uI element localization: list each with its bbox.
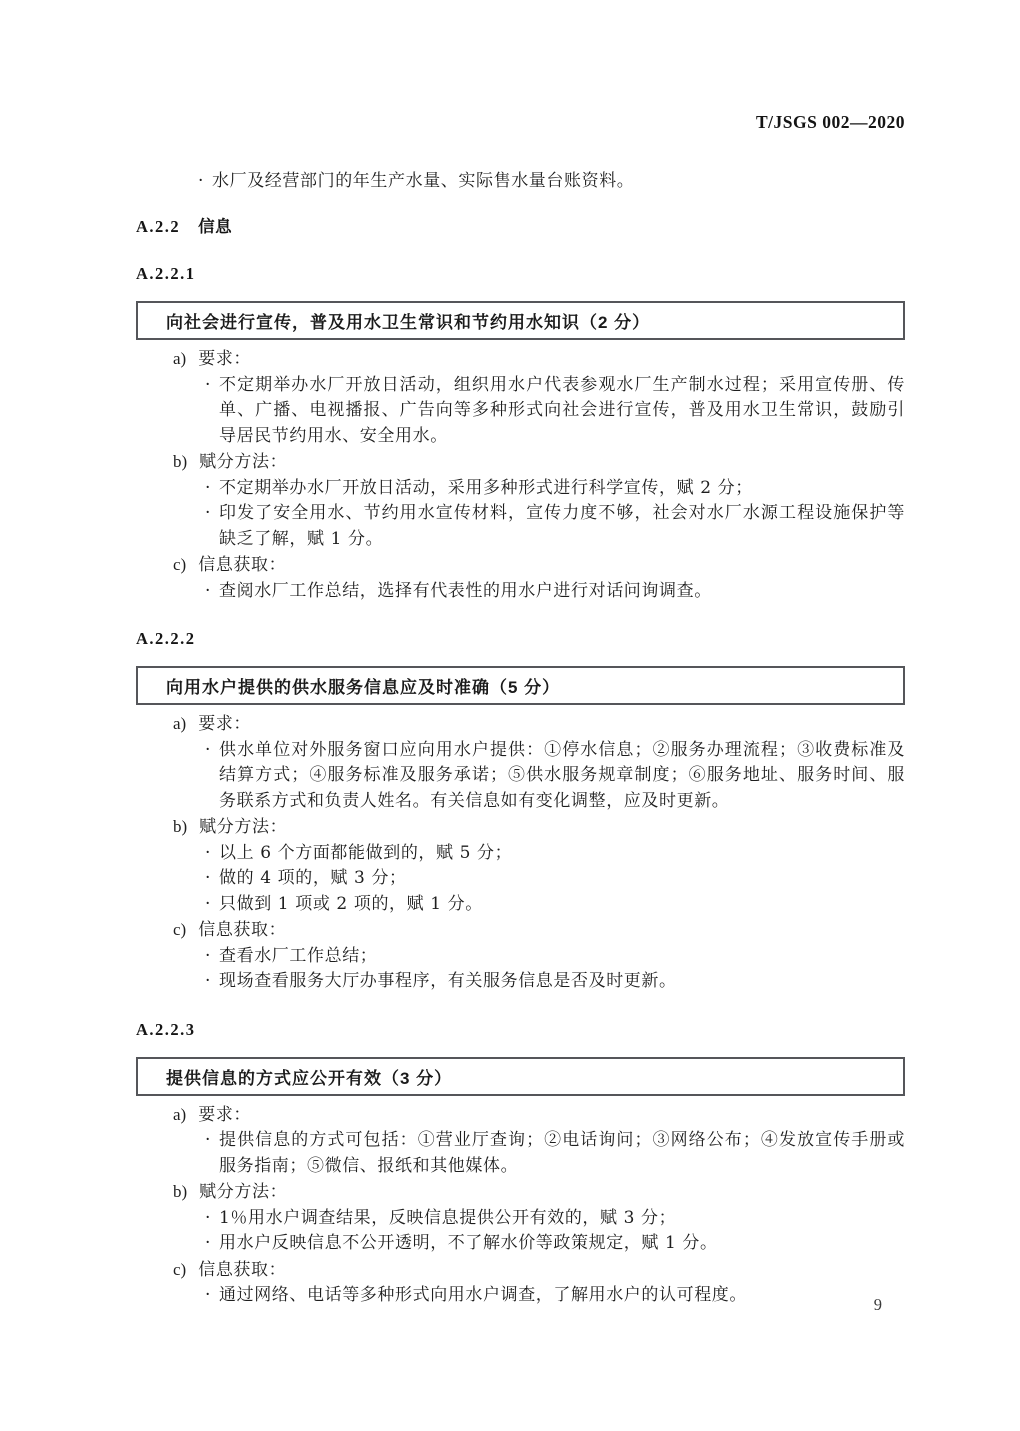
criterion-title: 提供信息的方式应公开有效（3 分） bbox=[166, 1068, 453, 1088]
part-title: 赋分方法： bbox=[199, 452, 288, 472]
bullet-icon: · bbox=[205, 477, 212, 498]
part-title: 赋分方法： bbox=[199, 1182, 288, 1202]
bullet-item bbox=[205, 1283, 905, 1309]
bullet-icon: · bbox=[205, 1207, 212, 1228]
subsection-number: A.2.2.3 bbox=[136, 1019, 196, 1039]
part-label: c) bbox=[173, 555, 187, 574]
bullet-icon: · bbox=[205, 868, 212, 888]
part-label: a) bbox=[173, 1104, 187, 1124]
bullet-icon: · bbox=[205, 739, 212, 760]
bullet-item bbox=[205, 476, 905, 502]
bullet-text: 供水单位对外服务窗口应向用水户提供：①停水信息；②服务办理流程；③收费标准及结算方式；④服务标准及服务承诺；⑤供水服务规章制度；⑥服务地址、服务时间、服务联系方式和负责人姓名。有关信息如有变化调整，应及时更新。 bbox=[219, 739, 905, 811]
part-title: 要求： bbox=[198, 1104, 252, 1125]
part-title: 要求： bbox=[198, 714, 252, 734]
bullet-item bbox=[205, 579, 905, 605]
bullet-icon: · bbox=[205, 842, 212, 863]
bullet-text: 1％用水户调查结果，反映信息提供公开有效的，赋 3 分； bbox=[219, 1207, 677, 1228]
bullet-text: 不定期举办水厂开放日活动，组织用水户代表参观水厂生产制水过程；采用宣传册、传单、广播、电视播报、广告向等多种形式向社会进行宣传，普及用水卫生常识，鼓励引导居民节约用水、安全用水。 bbox=[219, 374, 905, 446]
criterion-title: 向用水户提供的供水服务信息应及时准确（5 分） bbox=[166, 678, 561, 697]
bullet-item bbox=[205, 373, 905, 450]
bullet-item bbox=[205, 1128, 905, 1179]
criterion-title-box bbox=[136, 301, 905, 340]
bullet-icon: · bbox=[205, 893, 212, 914]
part-heading bbox=[173, 1257, 905, 1284]
intro-bullet-item bbox=[198, 169, 905, 194]
part-heading bbox=[173, 552, 905, 579]
section-title: 信息 bbox=[198, 217, 233, 236]
section-number: A.2.2 bbox=[136, 217, 181, 236]
bullet-text: 做的 4 项的，赋 3 分； bbox=[219, 868, 407, 888]
criterion-title-box bbox=[136, 666, 905, 705]
part-heading bbox=[173, 1102, 905, 1129]
criterion-title-box bbox=[136, 1057, 905, 1096]
bullet-icon: · bbox=[198, 171, 205, 191]
part-label: a) bbox=[173, 714, 187, 733]
page-number: 9 bbox=[873, 1295, 882, 1314]
doc-number: T/JSGS 002—2020 bbox=[756, 112, 905, 132]
part-title: 信息获取： bbox=[198, 555, 287, 575]
part-label: b) bbox=[173, 817, 188, 836]
bullet-icon: · bbox=[205, 945, 212, 966]
bullet-text: 通过网络、电话等多种形式向用水户调查，了解用水户的认可程度。 bbox=[219, 1285, 747, 1305]
part-label: b) bbox=[173, 452, 188, 471]
subsection-number: A.2.2.2 bbox=[136, 629, 196, 648]
part-heading bbox=[173, 1179, 905, 1206]
part-title: 要求： bbox=[198, 349, 252, 369]
bullet-item bbox=[205, 892, 905, 918]
bullet-text: 印发了安全用水、节约用水宣传材料，宣传力度不够，社会对水厂水源工程设施保护等缺乏了解，赋 1 分。 bbox=[219, 503, 905, 549]
bullet-text: 查看水厂工作总结； bbox=[219, 945, 378, 966]
part-heading bbox=[173, 449, 905, 476]
bullet-text: 只做到 1 项或 2 项的，赋 1 分。 bbox=[219, 893, 483, 914]
part-heading bbox=[173, 814, 905, 841]
subsection-number: A.2.2.1 bbox=[136, 264, 196, 283]
bullet-item bbox=[205, 1206, 905, 1232]
part-title: 信息获取： bbox=[198, 920, 287, 940]
bullet-item bbox=[205, 944, 905, 970]
bullet-item bbox=[205, 501, 905, 552]
bullet-item bbox=[205, 738, 905, 815]
section-heading bbox=[136, 214, 905, 239]
bullet-text: 查阅水厂工作总结，选择有代表性的用水户进行对话问询调查。 bbox=[219, 580, 712, 601]
part-label: c) bbox=[173, 1259, 187, 1279]
bullet-icon: · bbox=[205, 1285, 212, 1305]
bullet-item bbox=[205, 1231, 905, 1257]
bullet-icon: · bbox=[205, 503, 212, 523]
part-title: 信息获取： bbox=[198, 1259, 287, 1280]
part-heading bbox=[173, 917, 905, 944]
doc-header bbox=[136, 112, 905, 133]
bullet-text: 提供信息的方式可包括：①营业厅查询；②电话询问；③网络公布；④发放宣传手册或服务指南；⑤微信、报纸和其他媒体。 bbox=[219, 1130, 905, 1176]
intro-bullet-text: 水厂及经营部门的年生产水量、实际售水量台账资料。 bbox=[212, 171, 635, 191]
bullet-icon: · bbox=[205, 971, 212, 991]
bullet-text: 用水户反映信息不公开透明，不了解水价等政策规定，赋 1 分。 bbox=[219, 1233, 718, 1253]
part-heading bbox=[173, 711, 905, 738]
part-heading bbox=[173, 346, 905, 373]
bullet-icon: · bbox=[205, 580, 212, 601]
bullet-icon: · bbox=[205, 1233, 212, 1253]
bullet-icon: · bbox=[205, 374, 212, 395]
bullet-item bbox=[205, 969, 905, 995]
part-label: b) bbox=[173, 1182, 188, 1201]
bullet-item bbox=[205, 866, 905, 892]
part-label: a) bbox=[173, 349, 187, 368]
bullet-item bbox=[205, 841, 905, 867]
bullet-text: 以上 6 个方面都能做到的，赋 5 分； bbox=[219, 842, 513, 863]
bullet-icon: · bbox=[205, 1130, 212, 1150]
criterion-title: 向社会进行宣传，普及用水卫生常识和节约用水知识（2 分） bbox=[166, 313, 651, 332]
part-title: 赋分方法： bbox=[199, 817, 288, 837]
bullet-text: 现场查看服务大厅办事程序，有关服务信息是否及时更新。 bbox=[219, 971, 677, 991]
part-label: c) bbox=[173, 920, 187, 939]
bullet-text: 不定期举办水厂开放日活动，采用多种形式进行科学宣传，赋 2 分； bbox=[219, 477, 753, 498]
